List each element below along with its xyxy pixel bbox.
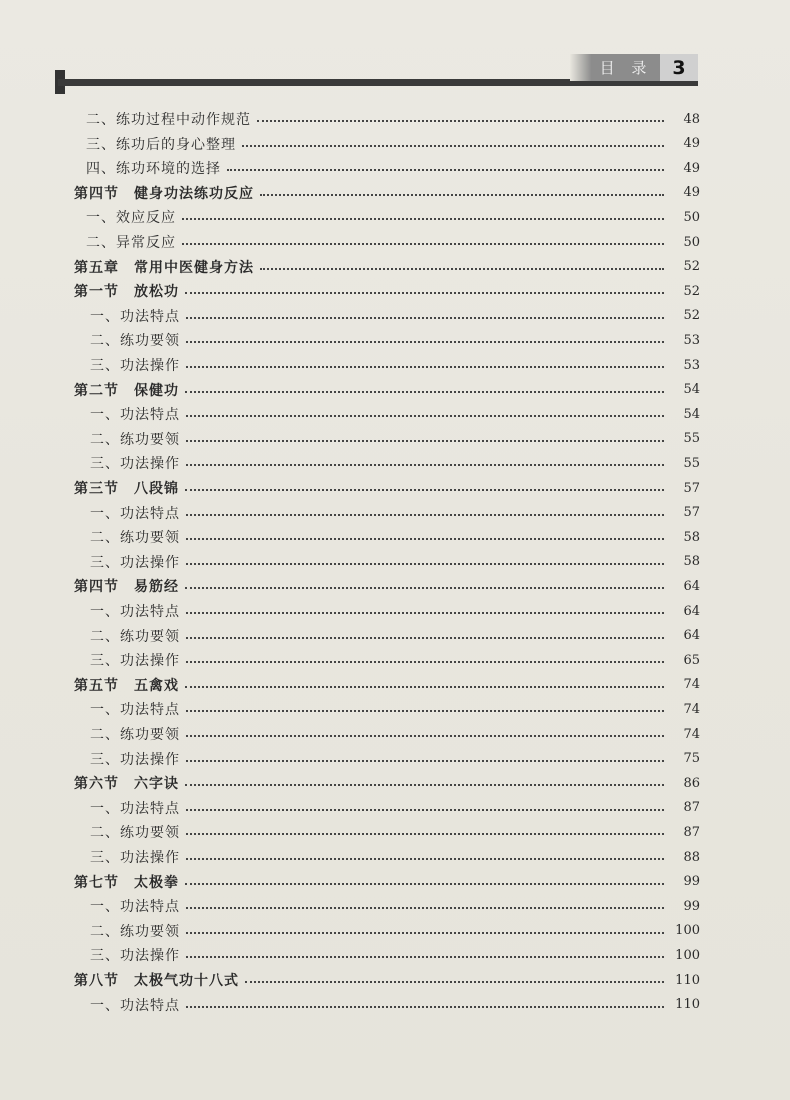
header-page-number: 3: [660, 54, 698, 81]
leader-dots: [185, 292, 664, 294]
leader-dots: [186, 809, 664, 811]
toc-entry-label: 二、练功要领: [90, 530, 180, 547]
toc-entry-label: 二、练功要领: [90, 825, 180, 842]
toc-entry[interactable]: [0, 673, 790, 697]
toc-entry-label: 四、练功环境的选择: [86, 161, 221, 178]
toc-entry-page: 52: [683, 283, 700, 299]
toc-entry-label: 二、练功要领: [90, 431, 180, 448]
toc-entry[interactable]: [0, 722, 790, 746]
toc-entry-page: 58: [683, 554, 700, 570]
toc-entry-page: 52: [683, 259, 700, 275]
toc-entry-label: 第二节 保健功: [74, 382, 179, 399]
toc-entry-label: 第四节 健身功法练功反应: [74, 185, 254, 202]
toc-entry-label: 二、练功要领: [90, 923, 180, 940]
toc-entry-page: 48: [683, 111, 700, 127]
leader-dots: [227, 169, 664, 171]
toc-entry-page: 54: [683, 406, 700, 422]
toc-entry-label: 一、效应反应: [86, 210, 176, 227]
toc-entry-page: 99: [683, 898, 700, 914]
leader-dots: [186, 317, 664, 319]
toc-entry-page: 87: [683, 824, 700, 840]
running-header: [570, 54, 698, 81]
leader-dots: [185, 587, 664, 589]
header-title: 目 录: [592, 54, 660, 81]
toc-entry[interactable]: [0, 550, 790, 574]
toc-entry-page: 100: [675, 923, 700, 939]
leader-dots: [186, 932, 664, 934]
toc-entry-label: 二、练功要领: [90, 628, 180, 645]
leader-dots: [186, 415, 664, 417]
toc-entry[interactable]: [0, 870, 790, 894]
toc-entry[interactable]: [0, 574, 790, 598]
toc-entry-page: 110: [675, 997, 700, 1013]
leader-dots: [245, 981, 664, 983]
toc-entry[interactable]: [0, 820, 790, 844]
toc-entry-page: 74: [683, 726, 700, 742]
leader-dots: [186, 710, 664, 712]
toc-entry[interactable]: [0, 697, 790, 721]
toc-entry-label: 一、功法特点: [90, 800, 180, 817]
toc-entry-label: 三、功法操作: [90, 948, 180, 965]
toc-entry-page: 49: [683, 136, 700, 152]
toc-entry-page: 50: [683, 234, 700, 250]
toc-entry-label: 第四节 易筋经: [74, 579, 179, 596]
toc-entry-label: 三、功法操作: [90, 751, 180, 768]
toc-entry-label: 一、功法特点: [90, 604, 180, 620]
toc-entry-label: 二、异常反应: [86, 235, 176, 251]
toc-entry[interactable]: [0, 648, 790, 672]
toc-entry-label: 二、练功要领: [90, 333, 180, 350]
leader-dots: [186, 956, 664, 958]
toc-entry[interactable]: [0, 402, 790, 426]
toc-entry-label: 二、练功要领: [90, 727, 180, 743]
toc-entry-page: 110: [675, 972, 700, 988]
toc-entry[interactable]: [0, 230, 790, 254]
toc-entry-label: 二、练功过程中动作规范: [86, 112, 251, 128]
leader-dots: [185, 391, 664, 393]
toc-entry-label: 第八节 太极气功十八式: [74, 973, 239, 989]
toc-entry-page: 53: [683, 332, 700, 348]
toc-entry-page: 57: [683, 480, 700, 496]
toc-entry-page: 49: [683, 160, 700, 176]
leader-dots: [242, 145, 664, 147]
leader-dots: [185, 686, 664, 688]
toc-entry-page: 54: [683, 382, 700, 398]
toc-entry[interactable]: [0, 501, 790, 525]
toc-entry-label: 第一节 放松功: [74, 284, 179, 301]
leader-dots: [186, 637, 664, 639]
leader-dots: [186, 833, 664, 835]
toc-entry-label: 第七节 太极拳: [74, 874, 179, 891]
toc-entry[interactable]: [0, 132, 790, 156]
toc-entry-page: 64: [683, 578, 700, 594]
toc-entry-page: 53: [683, 357, 700, 373]
toc-entry[interactable]: [0, 943, 790, 967]
toc-entry[interactable]: [0, 845, 790, 869]
toc-entry-page: 65: [683, 652, 700, 668]
toc-entry[interactable]: [0, 107, 790, 131]
toc-entry-label: 第三节 八段锦: [74, 481, 179, 497]
toc-entry-label: 三、功法操作: [90, 554, 180, 571]
toc-entry-label: 一、功法特点: [90, 702, 180, 719]
toc-entry[interactable]: [0, 747, 790, 771]
toc-entry-page: 64: [683, 628, 700, 644]
leader-dots: [186, 1006, 664, 1008]
leader-dots: [260, 194, 664, 196]
toc-entry-page: 58: [683, 529, 700, 545]
toc-entry-label: 三、功法操作: [90, 653, 180, 670]
leader-dots: [185, 784, 664, 786]
toc-entry[interactable]: [0, 919, 790, 943]
toc-entry[interactable]: [0, 279, 790, 303]
toc-entry-page: 75: [683, 751, 700, 767]
toc-entry-page: 55: [683, 455, 700, 471]
toc-entry[interactable]: [0, 771, 790, 795]
leader-dots: [260, 268, 664, 270]
toc-entry[interactable]: [0, 378, 790, 402]
toc-entry[interactable]: [0, 255, 790, 279]
toc-entry-page: 74: [683, 701, 700, 717]
toc-entry-page: 64: [683, 603, 700, 619]
header-gradient: [570, 54, 592, 81]
leader-dots: [186, 735, 664, 737]
toc-entry[interactable]: [0, 427, 790, 451]
leader-dots: [186, 514, 664, 516]
toc-entry-label: 一、功法特点: [90, 899, 180, 916]
toc-entry-page: 52: [683, 308, 700, 324]
toc-entry-page: 100: [675, 947, 700, 963]
toc-entry[interactable]: [0, 968, 790, 992]
toc-entry[interactable]: [0, 599, 790, 623]
toc-entry[interactable]: [0, 624, 790, 648]
leader-dots: [182, 218, 664, 220]
leader-dots: [186, 612, 664, 614]
toc-entry-label: 一、功法特点: [90, 997, 180, 1014]
toc-entry-label: 一、功法特点: [90, 407, 180, 424]
toc-entry-label: 三、练功后的身心整理: [86, 136, 236, 153]
leader-dots: [186, 341, 664, 343]
leader-dots: [186, 907, 664, 909]
toc-entry[interactable]: [0, 328, 790, 352]
toc-entry[interactable]: [0, 205, 790, 229]
toc-entry-page: 49: [683, 185, 700, 201]
toc-entry[interactable]: [0, 796, 790, 820]
toc-entry-page: 50: [683, 209, 700, 225]
leader-dots: [186, 661, 664, 663]
leader-dots: [186, 760, 664, 762]
toc-entry-label: 一、功法特点: [90, 505, 180, 522]
toc-entry[interactable]: [0, 993, 790, 1017]
toc-entry[interactable]: [0, 304, 790, 328]
toc-entry-label: 第五章 常用中医健身方法: [74, 259, 254, 276]
toc-entry[interactable]: [0, 525, 790, 549]
leader-dots: [186, 366, 664, 368]
toc-entry-page: 55: [683, 431, 700, 447]
toc-entry[interactable]: [0, 156, 790, 180]
leader-dots: [185, 489, 664, 491]
toc-entry-page: 88: [683, 849, 700, 865]
leader-dots: [186, 538, 664, 540]
toc-entry[interactable]: [0, 451, 790, 475]
toc-entry-label: 一、功法特点: [90, 308, 180, 325]
toc-entry[interactable]: [0, 353, 790, 377]
toc-entry-page: 99: [683, 874, 700, 890]
leader-dots: [186, 464, 664, 466]
toc-entry-label: 第五节 五禽戏: [74, 677, 179, 694]
toc-entry-page: 74: [683, 677, 700, 693]
toc-entry[interactable]: [0, 181, 790, 205]
leader-dots: [186, 440, 664, 442]
toc-entry-label: 三、功法操作: [90, 358, 180, 374]
toc-entry-label: 三、功法操作: [90, 456, 180, 473]
toc-entry[interactable]: [0, 894, 790, 918]
leader-dots: [186, 858, 664, 860]
leader-dots: [182, 243, 664, 245]
toc-entry-label: 第六节 六字诀: [74, 776, 179, 793]
toc-entry-page: 86: [683, 775, 700, 791]
toc-entry-page: 57: [683, 505, 700, 521]
leader-dots: [185, 883, 664, 885]
leader-dots: [257, 120, 664, 122]
leader-dots: [186, 563, 664, 565]
toc-entry[interactable]: [0, 476, 790, 500]
toc-entry-page: 87: [683, 800, 700, 816]
toc-entry-label: 三、功法操作: [90, 850, 180, 866]
